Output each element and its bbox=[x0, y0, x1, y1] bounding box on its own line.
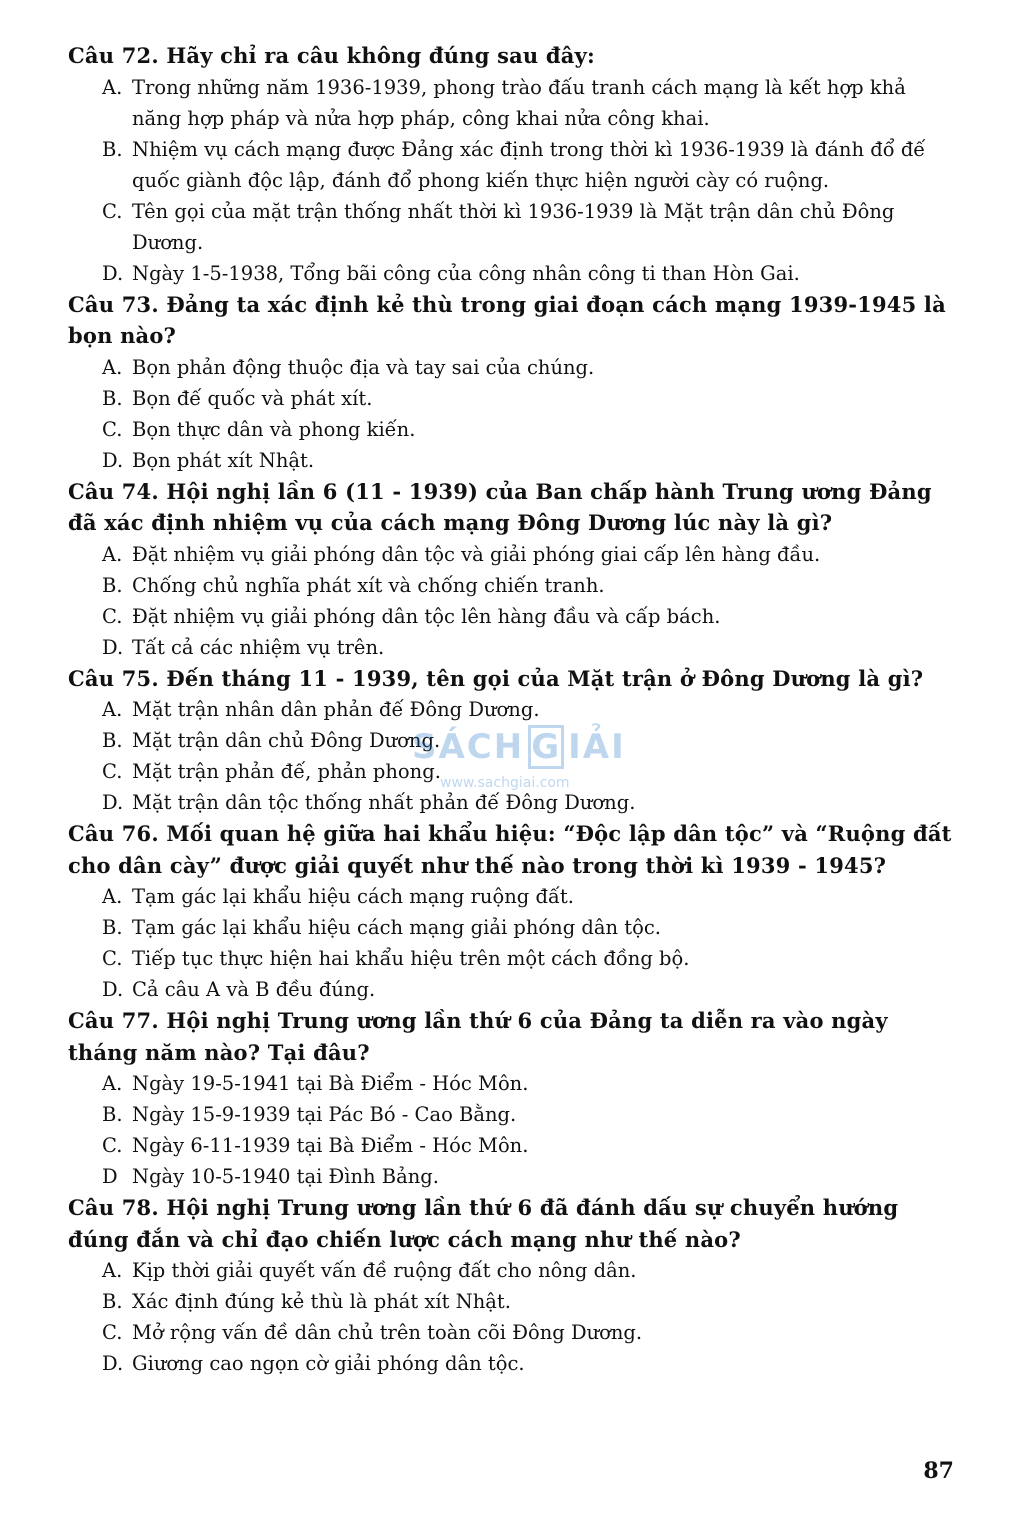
option-letter: A. bbox=[102, 1072, 123, 1095]
option-letter: D. bbox=[102, 448, 124, 472]
question-title: Câu 72. Hãy chỉ ra câu không đúng sau đây: bbox=[68, 43, 595, 68]
option-list bbox=[68, 1255, 958, 1379]
option-text: Ngày 10-5-1940 tại Đình Bảng. bbox=[132, 1165, 439, 1188]
question-title: Câu 75. Đến tháng 11 - 1939, tên gọi của Mặt trận ở Đông Dương là gì? bbox=[68, 665, 924, 691]
option-letter: D bbox=[102, 1165, 118, 1188]
page-number: 87 bbox=[923, 1458, 954, 1484]
option-letter: A. bbox=[102, 698, 123, 721]
option-letter: A. bbox=[102, 355, 123, 379]
option-c bbox=[68, 943, 958, 974]
watermark-logo-right: IẢI bbox=[568, 727, 626, 767]
option-d bbox=[68, 258, 958, 289]
option-letter: C. bbox=[102, 1321, 123, 1344]
option-letter: D. bbox=[102, 635, 124, 659]
option-letter: A. bbox=[102, 1259, 123, 1282]
option-letter: B. bbox=[102, 1103, 123, 1126]
option-text: Bọn thực dân và phong kiến. bbox=[132, 417, 416, 441]
question-76 bbox=[68, 818, 958, 1005]
option-c bbox=[68, 756, 958, 787]
option-a bbox=[68, 539, 958, 570]
option-letter: C. bbox=[102, 417, 123, 441]
option-text: Ngày 15-9-1939 tại Pác Bó - Cao Bằng. bbox=[132, 1103, 517, 1126]
question-title: Câu 74. Hội nghị lần 6 (11 - 1939) của Ban chấp hành Trung ương Đảng đã xác định nhiệm vụ của cách mạng Đông Dương lúc này là gì? bbox=[68, 478, 932, 535]
option-letter: D. bbox=[102, 978, 124, 1001]
option-text: Tạm gác lại khẩu hiệu cách mạng ruộng đất. bbox=[132, 885, 574, 908]
question-75 bbox=[68, 663, 958, 819]
option-b bbox=[68, 725, 958, 756]
option-text: Ngày 1-5-1938, Tổng bãi công của công nhân công ti than Hòn Gai. bbox=[132, 261, 800, 285]
watermark-url: www.sachgiai.com bbox=[440, 775, 570, 791]
option-letter: A. bbox=[102, 75, 123, 99]
watermark-logo-box: G bbox=[528, 725, 564, 769]
option-text: Ngày 19-5-1941 tại Bà Điểm - Hóc Môn. bbox=[132, 1072, 529, 1095]
option-text: Bọn phản động thuộc địa và tay sai của chúng. bbox=[132, 355, 595, 379]
option-letter: C. bbox=[102, 947, 123, 970]
option-list bbox=[68, 881, 958, 1005]
option-text: Mặt trận phản đế, phản phong. bbox=[132, 760, 441, 783]
option-text: Tên gọi của mặt trận thống nhất thời kì 1936-1939 là Mặt trận dân chủ Đông Dương. bbox=[132, 199, 895, 254]
option-letter: B. bbox=[102, 1290, 123, 1313]
option-text: Bọn đế quốc và phát xít. bbox=[132, 386, 373, 410]
option-a bbox=[68, 694, 958, 725]
option-text: Nhiệm vụ cách mạng được Đảng xác định trong thời kì 1936-1939 là đánh đổ đế quốc giành độc lập, đánh đổ phong kiến thực hiện người cày có ruộng. bbox=[132, 137, 926, 192]
question-73 bbox=[68, 289, 958, 476]
option-d bbox=[68, 1161, 958, 1192]
option-text: Tạm gác lại khẩu hiệu cách mạng giải phóng dân tộc. bbox=[132, 916, 661, 939]
question-77 bbox=[68, 1005, 958, 1192]
option-text: Ngày 6-11-1939 tại Bà Điểm - Hóc Môn. bbox=[132, 1134, 529, 1157]
option-a bbox=[68, 881, 958, 912]
option-list bbox=[68, 694, 958, 818]
option-text: Giương cao ngọn cờ giải phóng dân tộc. bbox=[132, 1352, 525, 1375]
option-list bbox=[68, 352, 958, 476]
option-b bbox=[68, 1286, 958, 1317]
option-letter: D. bbox=[102, 1352, 124, 1375]
option-letter: C. bbox=[102, 760, 123, 783]
option-text: Mặt trận dân chủ Đông Dương. bbox=[132, 729, 441, 752]
option-letter: B. bbox=[102, 137, 123, 161]
option-c bbox=[68, 1130, 958, 1161]
option-c bbox=[68, 1317, 958, 1348]
option-letter: D. bbox=[102, 791, 124, 814]
option-a bbox=[68, 72, 958, 134]
option-text: Đặt nhiệm vụ giải phóng dân tộc lên hàng đầu và cấp bách. bbox=[132, 604, 721, 628]
option-text: Cả câu A và B đều đúng. bbox=[132, 978, 376, 1001]
option-a bbox=[68, 352, 958, 383]
option-letter: B. bbox=[102, 916, 123, 939]
option-letter: C. bbox=[102, 604, 123, 628]
option-letter: D. bbox=[102, 261, 124, 285]
option-list bbox=[68, 72, 958, 289]
option-list bbox=[68, 539, 958, 663]
question-title: Câu 76. Mối quan hệ giữa hai khẩu hiệu: “Độc lập dân tộc” và “Ruộng đất cho dân cày” được giải quyết như thế nào trong thời kì 1939 - 1945? bbox=[68, 821, 952, 878]
option-letter: C. bbox=[102, 199, 123, 223]
option-text: Tiếp tục thực hiện hai khẩu hiệu trên một cách đồng bộ. bbox=[132, 947, 690, 970]
option-letter: B. bbox=[102, 729, 123, 752]
option-text: Bọn phát xít Nhật. bbox=[132, 448, 315, 472]
option-a bbox=[68, 1068, 958, 1099]
option-c bbox=[68, 414, 958, 445]
option-d bbox=[68, 632, 958, 663]
option-letter: C. bbox=[102, 1134, 123, 1157]
option-d bbox=[68, 787, 958, 818]
question-74 bbox=[68, 476, 958, 663]
option-b bbox=[68, 570, 958, 601]
option-b bbox=[68, 383, 958, 414]
option-text: Mặt trận nhân dân phản đế Đông Dương. bbox=[132, 698, 540, 721]
question-title: Câu 77. Hội nghị Trung ương lần thứ 6 của Đảng ta diễn ra vào ngày tháng năm nào? Tại đâu? bbox=[68, 1008, 888, 1065]
option-b bbox=[68, 912, 958, 943]
option-letter: A. bbox=[102, 542, 123, 566]
option-c bbox=[68, 601, 958, 632]
option-text: Đặt nhiệm vụ giải phóng dân tộc và giải phóng giai cấp lên hàng đầu. bbox=[132, 542, 821, 566]
option-text: Xác định đúng kẻ thù là phát xít Nhật. bbox=[132, 1290, 511, 1313]
option-d bbox=[68, 974, 958, 1005]
question-list bbox=[68, 40, 958, 1379]
option-text: Chống chủ nghĩa phát xít và chống chiến tranh. bbox=[132, 573, 605, 597]
option-d bbox=[68, 1348, 958, 1379]
option-text: Tất cả các nhiệm vụ trên. bbox=[132, 635, 385, 659]
option-text: Kịp thời giải quyết vấn đề ruộng đất cho nông dân. bbox=[132, 1259, 637, 1282]
question-78 bbox=[68, 1192, 958, 1379]
question-title: Câu 73. Đảng ta xác định kẻ thù trong giai đoạn cách mạng 1939-1945 là bọn nào? bbox=[68, 291, 946, 348]
option-letter: B. bbox=[102, 386, 123, 410]
option-b bbox=[68, 134, 958, 196]
option-text: Trong những năm 1936-1939, phong trào đấu tranh cách mạng là kết hợp khả năng hợp pháp và nửa hợp pháp, công khai nửa công khai. bbox=[132, 75, 906, 130]
option-text: Mở rộng vấn đề dân chủ trên toàn cõi Đông Dương. bbox=[132, 1321, 643, 1344]
option-d bbox=[68, 445, 958, 476]
option-text: Mặt trận dân tộc thống nhất phản đế Đông Dương. bbox=[132, 791, 636, 814]
question-title: Câu 78. Hội nghị Trung ương lần thứ 6 đã đánh dấu sự chuyển hướng đúng đắn và chỉ đạo chiến lược cách mạng như thế nào? bbox=[68, 1195, 899, 1252]
watermark-logo-left: SÁCH bbox=[412, 727, 525, 767]
option-c bbox=[68, 196, 958, 258]
option-list bbox=[68, 1068, 958, 1192]
option-letter: A. bbox=[102, 885, 123, 908]
option-letter: B. bbox=[102, 573, 123, 597]
option-a bbox=[68, 1255, 958, 1286]
question-72 bbox=[68, 40, 958, 289]
option-b bbox=[68, 1099, 958, 1130]
